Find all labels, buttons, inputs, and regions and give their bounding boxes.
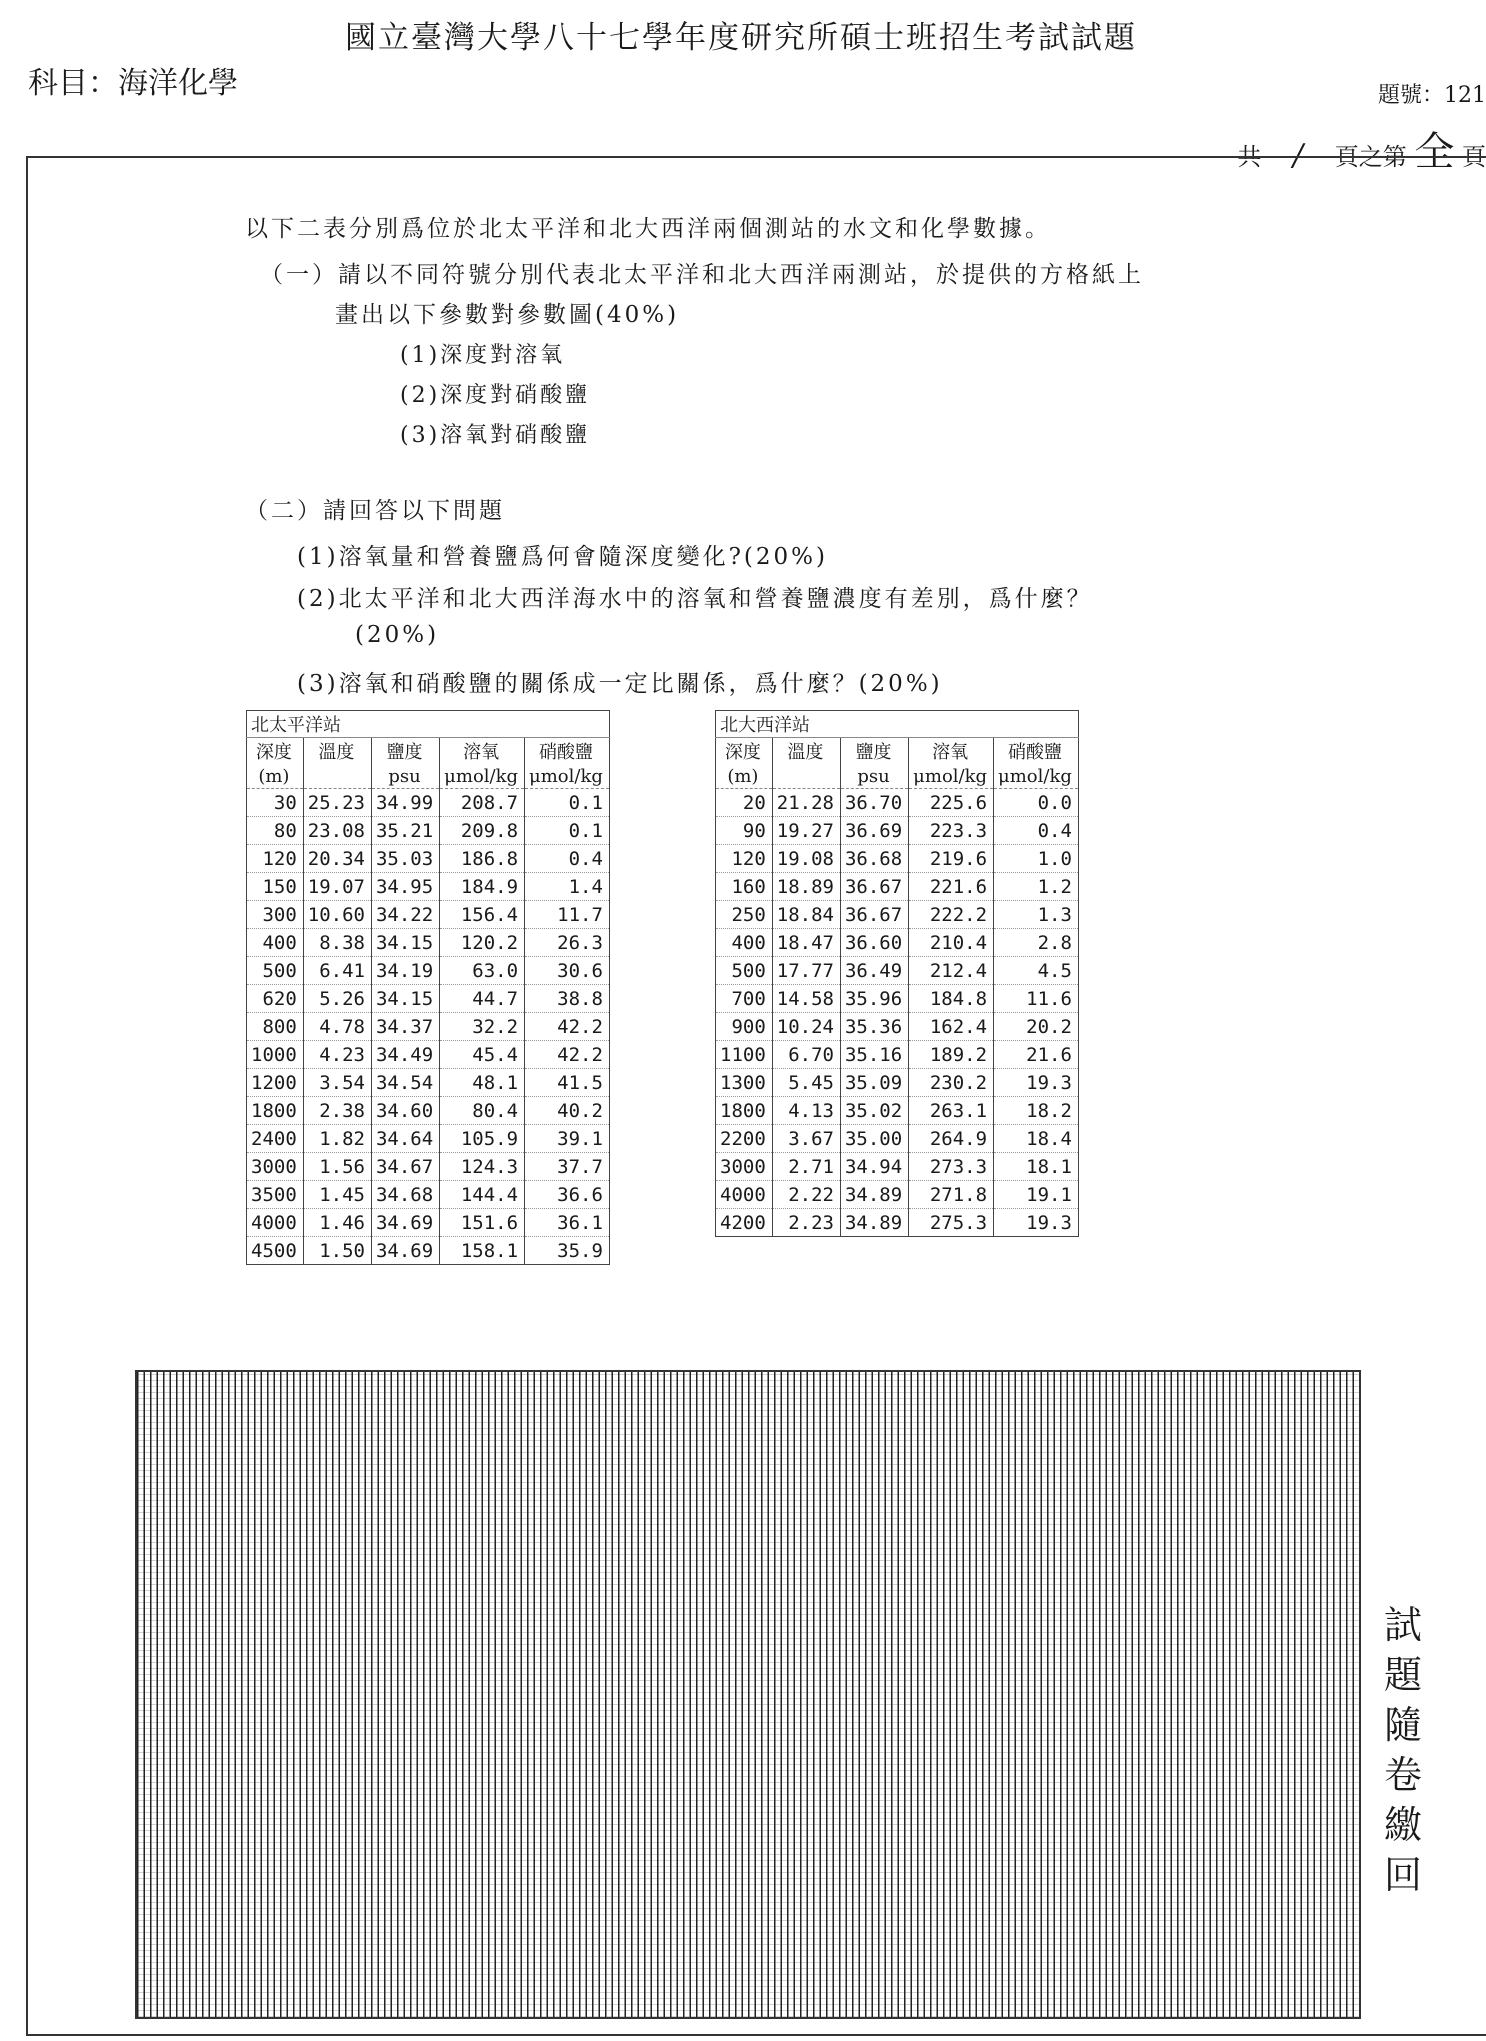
table-cell: 250: [716, 901, 773, 929]
table-cell: 120.2: [440, 929, 525, 957]
page-info-prefix: 共: [1237, 143, 1262, 171]
column-unit: μmol/kg: [440, 764, 525, 789]
table-cell: 4.23: [303, 1041, 371, 1069]
pacific-station-table: [246, 710, 610, 1265]
table-cell: 4.13: [772, 1097, 840, 1125]
table-row: [247, 789, 610, 817]
graph-paper: [135, 1370, 1361, 2019]
table-cell: 36.6: [525, 1181, 610, 1209]
table-cell: 219.6: [909, 845, 994, 873]
table-row: [247, 1153, 610, 1181]
table-row: [247, 901, 610, 929]
column-header: 深度: [716, 738, 773, 765]
section1-heading-cont: 畫出以下參數對參數圖(40%): [335, 302, 680, 328]
table-cell: 80.4: [440, 1097, 525, 1125]
table-cell: 19.3: [994, 1069, 1079, 1097]
table-cell: 80: [247, 817, 304, 845]
table-row: [716, 1153, 1079, 1181]
table-row: [247, 1013, 610, 1041]
table-cell: 19.1: [994, 1181, 1079, 1209]
table-cell: 34.99: [371, 789, 439, 817]
table-row: [716, 845, 1079, 873]
table-cell: 124.3: [440, 1153, 525, 1181]
table-cell: 34.15: [371, 985, 439, 1013]
table-cell: 120: [247, 845, 304, 873]
table-cell: 37.7: [525, 1153, 610, 1181]
table-cell: 4000: [716, 1181, 773, 1209]
table-cell: 184.9: [440, 873, 525, 901]
table-cell: 11.7: [525, 901, 610, 929]
table-cell: 19.3: [994, 1209, 1079, 1237]
table-cell: 5.26: [303, 985, 371, 1013]
table-cell: 2.22: [772, 1181, 840, 1209]
column-unit: [303, 764, 371, 789]
question-1: (1)溶氧量和營養鹽爲何會隨深度變化?(20%): [297, 544, 828, 570]
table-cell: 40.2: [525, 1097, 610, 1125]
station-row: [247, 711, 610, 738]
table-cell: 26.3: [525, 929, 610, 957]
table-cell: 271.8: [909, 1181, 994, 1209]
table-row: [716, 957, 1079, 985]
section1-item: (1)深度對溶氧: [400, 343, 566, 368]
question-2: (2)北太平洋和北大西洋海水中的溶氧和營養鹽濃度有差別，爲什麼？: [297, 586, 1093, 612]
table-cell: 3.67: [772, 1125, 840, 1153]
column-header: 溶氧: [440, 738, 525, 765]
column-header: 深度: [247, 738, 304, 765]
table-row: [247, 1209, 610, 1237]
column-unit: μmol/kg: [909, 764, 994, 789]
table-cell: 151.6: [440, 1209, 525, 1237]
table-cell: 18.4: [994, 1125, 1079, 1153]
return-with-paper-note: 試題隨卷繳回: [1383, 1603, 1422, 1897]
table-cell: 3000: [247, 1153, 304, 1181]
table-cell: 700: [716, 985, 773, 1013]
table-cell: 41.5: [525, 1069, 610, 1097]
question-2-score: (20%): [355, 622, 440, 648]
table-cell: 18.89: [772, 873, 840, 901]
column-unit: [772, 764, 840, 789]
table-row: [247, 957, 610, 985]
table-cell: 10.60: [303, 901, 371, 929]
table-cell: 4000: [247, 1209, 304, 1237]
table-cell: 34.64: [371, 1125, 439, 1153]
table-cell: 36.69: [840, 817, 908, 845]
table-cell: 35.9: [525, 1237, 610, 1265]
table-cell: 36.67: [840, 901, 908, 929]
table-cell: 44.7: [440, 985, 525, 1013]
exam-title: 國立臺灣大學八十七學年度研究所碩士班招生考試試題: [345, 20, 1137, 56]
table-cell: 42.2: [525, 1041, 610, 1069]
table-cell: 3000: [716, 1153, 773, 1181]
table-cell: 0.0: [994, 789, 1079, 817]
table-row: [247, 1237, 610, 1265]
table-row: [716, 1041, 1079, 1069]
table-cell: 48.1: [440, 1069, 525, 1097]
station-name: 北大西洋站: [716, 711, 1079, 738]
units-row: [716, 764, 1079, 789]
page-info-suffix: 頁: [1462, 143, 1486, 171]
table-cell: 212.4: [909, 957, 994, 985]
table-cell: 2.8: [994, 929, 1079, 957]
table-cell: 400: [716, 929, 773, 957]
table-cell: 158.1: [440, 1237, 525, 1265]
section2-heading: （二）請回答以下問題: [245, 498, 505, 524]
table-cell: 34.89: [840, 1209, 908, 1237]
table-cell: 620: [247, 985, 304, 1013]
page-current: 全: [1414, 129, 1455, 175]
table-cell: 20.34: [303, 845, 371, 873]
table-row: [716, 873, 1079, 901]
table-cell: 208.7: [440, 789, 525, 817]
table-row: [247, 873, 610, 901]
table-cell: 2.38: [303, 1097, 371, 1125]
table-row: [247, 1125, 610, 1153]
table-row: [716, 1209, 1079, 1237]
table-cell: 6.70: [772, 1041, 840, 1069]
table-cell: 4.5: [994, 957, 1079, 985]
table-cell: 4500: [247, 1237, 304, 1265]
station-row: [716, 711, 1079, 738]
table-row: [716, 1013, 1079, 1041]
table-cell: 18.47: [772, 929, 840, 957]
table-cell: 3500: [247, 1181, 304, 1209]
table-cell: 34.69: [371, 1237, 439, 1265]
table-row: [716, 901, 1079, 929]
table-cell: 34.68: [371, 1181, 439, 1209]
section1-item: (3)溶氧對硝酸鹽: [400, 423, 591, 448]
table-row: [716, 1097, 1079, 1125]
table-cell: 18.2: [994, 1097, 1079, 1125]
table-cell: 1.3: [994, 901, 1079, 929]
table-cell: 1.0: [994, 845, 1079, 873]
table-row: [247, 1041, 610, 1069]
table-cell: 500: [247, 957, 304, 985]
table-row: [247, 985, 610, 1013]
table-cell: 189.2: [909, 1041, 994, 1069]
table-row: [247, 845, 610, 873]
table-cell: 223.3: [909, 817, 994, 845]
table-cell: 222.2: [909, 901, 994, 929]
table-row: [247, 817, 610, 845]
table-cell: 300: [247, 901, 304, 929]
table-cell: 42.2: [525, 1013, 610, 1041]
table-cell: 800: [247, 1013, 304, 1041]
table-cell: 21.28: [772, 789, 840, 817]
table-cell: 34.37: [371, 1013, 439, 1041]
table-cell: 34.89: [840, 1181, 908, 1209]
table-cell: 21.6: [994, 1041, 1079, 1069]
table-cell: 210.4: [909, 929, 994, 957]
table-cell: 0.1: [525, 817, 610, 845]
table-cell: 1800: [716, 1097, 773, 1125]
table-cell: 1.82: [303, 1125, 371, 1153]
table-cell: 30: [247, 789, 304, 817]
table-cell: 2.23: [772, 1209, 840, 1237]
table-cell: 275.3: [909, 1209, 994, 1237]
table-cell: 18.1: [994, 1153, 1079, 1181]
table-cell: 184.8: [909, 985, 994, 1013]
units-row: [247, 764, 610, 789]
table-cell: 20.2: [994, 1013, 1079, 1041]
table-cell: 35.21: [371, 817, 439, 845]
table-cell: 263.1: [909, 1097, 994, 1125]
table-cell: 221.6: [909, 873, 994, 901]
table-cell: 4200: [716, 1209, 773, 1237]
table-row: [716, 1181, 1079, 1209]
table-cell: 1300: [716, 1069, 773, 1097]
table-cell: 36.68: [840, 845, 908, 873]
table-cell: 160: [716, 873, 773, 901]
table-cell: 34.22: [371, 901, 439, 929]
table-cell: 1.56: [303, 1153, 371, 1181]
table-cell: 105.9: [440, 1125, 525, 1153]
table-cell: 900: [716, 1013, 773, 1041]
table-row: [716, 985, 1079, 1013]
table-cell: 34.54: [371, 1069, 439, 1097]
table-cell: 1800: [247, 1097, 304, 1125]
column-header: 溶氧: [909, 738, 994, 765]
table-cell: 34.19: [371, 957, 439, 985]
table-cell: 36.60: [840, 929, 908, 957]
column-header: 硝酸鹽: [1007, 742, 1062, 763]
table-cell: 0.1: [525, 789, 610, 817]
table-cell: 1100: [716, 1041, 773, 1069]
table-row: [716, 1125, 1079, 1153]
table-cell: 150: [247, 873, 304, 901]
table-cell: 225.6: [909, 789, 994, 817]
table-cell: 36.1: [525, 1209, 610, 1237]
table-cell: 35.00: [840, 1125, 908, 1153]
table-cell: 34.95: [371, 873, 439, 901]
station-name: 北太平洋站: [247, 711, 610, 738]
table-cell: 36.67: [840, 873, 908, 901]
question-3: (3)溶氧和硝酸鹽的關係成一定比關係，爲什麼？(20%): [297, 671, 943, 697]
table-cell: 35.09: [840, 1069, 908, 1097]
table-cell: 4.78: [303, 1013, 371, 1041]
table-cell: 1.50: [303, 1237, 371, 1265]
table-cell: 34.94: [840, 1153, 908, 1181]
table-cell: 400: [247, 929, 304, 957]
table-cell: 36.49: [840, 957, 908, 985]
table-cell: 18.84: [772, 901, 840, 929]
table-cell: 2400: [247, 1125, 304, 1153]
table-cell: 35.16: [840, 1041, 908, 1069]
table-cell: 35.96: [840, 985, 908, 1013]
column-header: 溫度: [303, 738, 371, 765]
table-cell: 17.77: [772, 957, 840, 985]
table-cell: 500: [716, 957, 773, 985]
table-row: [247, 1097, 610, 1125]
table-cell: 23.08: [303, 817, 371, 845]
table-cell: 230.2: [909, 1069, 994, 1097]
table-row: [716, 929, 1079, 957]
page-info-mid: 頁之第: [1334, 143, 1407, 171]
table-cell: 90: [716, 817, 773, 845]
table-cell: 19.27: [772, 817, 840, 845]
table-row: [716, 789, 1079, 817]
table-cell: 1.2: [994, 873, 1079, 901]
table-cell: 3.54: [303, 1069, 371, 1097]
page-total: /: [1292, 138, 1304, 173]
table-cell: 1.4: [525, 873, 610, 901]
table-cell: 2200: [716, 1125, 773, 1153]
table-cell: 30.6: [525, 957, 610, 985]
column-unit: psu: [840, 764, 908, 789]
column-unit: μmol/kg: [525, 764, 610, 789]
column-unit: (m): [247, 764, 304, 789]
table-cell: 162.4: [909, 1013, 994, 1041]
table-cell: 1.45: [303, 1181, 371, 1209]
table-cell: 1.46: [303, 1209, 371, 1237]
table-cell: 34.49: [371, 1041, 439, 1069]
table-cell: 36.70: [840, 789, 908, 817]
table-cell: 273.3: [909, 1153, 994, 1181]
table-cell: 1200: [247, 1069, 304, 1097]
table-cell: 209.8: [440, 817, 525, 845]
table-cell: 34.60: [371, 1097, 439, 1125]
table-row: [247, 1069, 610, 1097]
table-cell: 0.4: [525, 845, 610, 873]
table-cell: 38.8: [525, 985, 610, 1013]
subject-label: 科目：海洋化學: [28, 66, 238, 101]
table-cell: 144.4: [440, 1181, 525, 1209]
table-cell: 120: [716, 845, 773, 873]
table-row: [247, 929, 610, 957]
table-row: [716, 1069, 1079, 1097]
table-cell: 14.58: [772, 985, 840, 1013]
section1-heading: （一）請以不同符號分別代表北太平洋和北大西洋兩測站，於提供的方格紙上: [260, 262, 1144, 288]
table-cell: 156.4: [440, 901, 525, 929]
header-row: [247, 738, 610, 765]
table-cell: 35.03: [371, 845, 439, 873]
table-cell: 11.6: [994, 985, 1079, 1013]
table-cell: 8.38: [303, 929, 371, 957]
table-cell: 6.41: [303, 957, 371, 985]
atlantic-station-table: [715, 710, 1079, 1237]
header-row: [716, 738, 1079, 765]
question-number: 題號：121: [1378, 83, 1486, 108]
section1-item: (2)深度對硝酸鹽: [400, 383, 591, 408]
table-cell: 264.9: [909, 1125, 994, 1153]
table-cell: 35.36: [840, 1013, 908, 1041]
table-cell: 19.08: [772, 845, 840, 873]
table-cell: 186.8: [440, 845, 525, 873]
column-unit: μmol/kg: [994, 764, 1079, 789]
table-cell: 35.02: [840, 1097, 908, 1125]
table-cell: 63.0: [440, 957, 525, 985]
table-cell: 20: [716, 789, 773, 817]
table-row: [716, 817, 1079, 845]
table-cell: 39.1: [525, 1125, 610, 1153]
intro-text: 以下二表分別爲位於北太平洋和北大西洋兩個測站的水文和化學數據。: [245, 216, 1051, 242]
table-cell: 34.67: [371, 1153, 439, 1181]
column-header: 溫度: [772, 738, 840, 765]
column-header: 鹽度: [840, 738, 908, 765]
table-cell: 34.15: [371, 929, 439, 957]
table-cell: 5.45: [772, 1069, 840, 1097]
table-cell: 45.4: [440, 1041, 525, 1069]
column-unit: (m): [716, 764, 773, 789]
table-cell: 32.2: [440, 1013, 525, 1041]
table-cell: 0.4: [994, 817, 1079, 845]
table-cell: 19.07: [303, 873, 371, 901]
column-header: 硝酸鹽: [538, 742, 593, 763]
table-cell: 34.69: [371, 1209, 439, 1237]
table-cell: 2.71: [772, 1153, 840, 1181]
table-cell: 10.24: [772, 1013, 840, 1041]
column-header: 鹽度: [371, 738, 439, 765]
table-cell: 1000: [247, 1041, 304, 1069]
column-unit: psu: [371, 764, 439, 789]
table-row: [247, 1181, 610, 1209]
table-cell: 25.23: [303, 789, 371, 817]
